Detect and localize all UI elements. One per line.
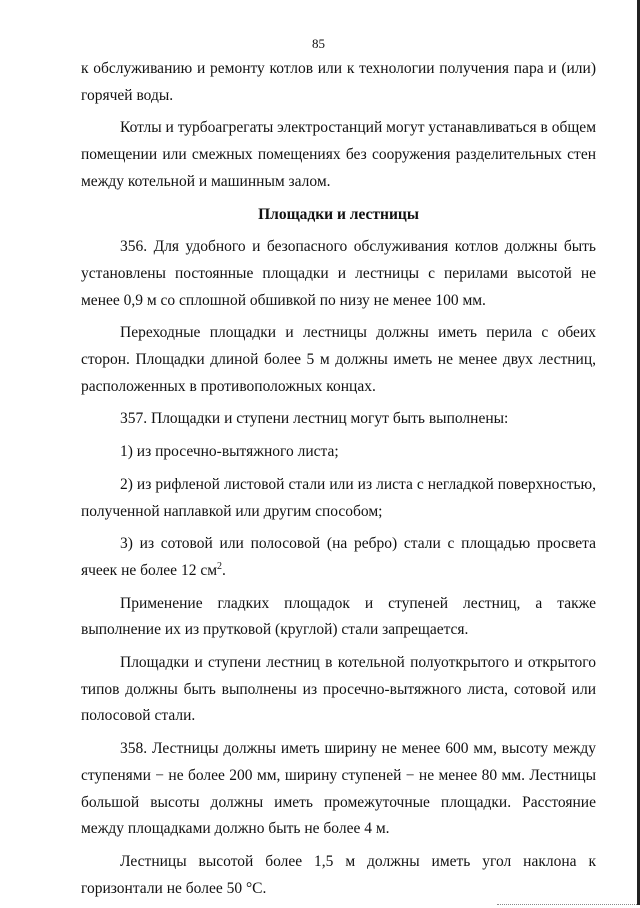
paragraph-2: Котлы и турбоагрегаты электростанций могут устанавливаться в общем помещении или смежных помещениях без сооружения разделительных стен между котельной и машинным залом. <box>81 119 596 190</box>
section-heading: Площадки и лестницы <box>258 205 419 223</box>
paragraph-9: Применение гладких площадок и ступеней лестниц, а также выполнение их из прутковой (круглой) стали запрещается. <box>81 594 596 639</box>
list-item-3-end: . <box>222 561 226 579</box>
list-item-3 <box>81 531 596 584</box>
paragraph-357: 357. Площадки и ступени лестниц могут быть выполнены: <box>120 410 509 428</box>
paragraph-356: 356. Для удобного и безопасного обслуживания котлов должны быть установлены постоянные площадки и лестницы с перилами высотой не менее 0,9 м со сплошной обшивкой по низу не менее 100 мм. <box>81 238 596 309</box>
document-body <box>81 56 596 908</box>
page-number: 85 <box>312 36 325 51</box>
paragraph-358: 358. Лестницы должны иметь ширину не менее 600 мм, высоту между ступенями − не более 200 мм, ширину ступеней − не менее 80 мм. Лестницы большой высоты должны иметь промежуточные площадки. Расстояние между площадками должно быть не более 4 м. <box>81 740 596 838</box>
list-item-3-text: 3) из сотовой или полосовой (на ребро) стали с площадью просвета ячеек не более 12 см <box>81 535 596 579</box>
paragraph-1: к обслуживанию и ремонту котлов или к технологии получения пара и (или) горячей воды. <box>81 60 596 104</box>
list-item-1: 1) из просечно-вытяжного листа; <box>120 443 339 461</box>
paragraph-12: Лестницы высотой более 1,5 м должны иметь угол наклона к горизонтали не более 50 °С. <box>81 852 596 897</box>
superscript: 2 <box>217 560 223 572</box>
list-item-2: 2) из рифленой листовой стали или из листа с негладкой поверхностью, полученной наплавкой или другим способом; <box>81 475 596 520</box>
paragraph-4: Переходные площадки и лестницы должны иметь перила с обеих сторон. Площадки длиной более 5 м должны иметь не менее двух лестниц, расположенных в противоположных концах. <box>81 324 596 395</box>
paragraph-10: Площадки и ступени лестниц в котельной полуоткрытого и открытого типов должны быть выполнены из просечно-вытяжного листа, сотовой или полосовой стали. <box>81 654 596 725</box>
